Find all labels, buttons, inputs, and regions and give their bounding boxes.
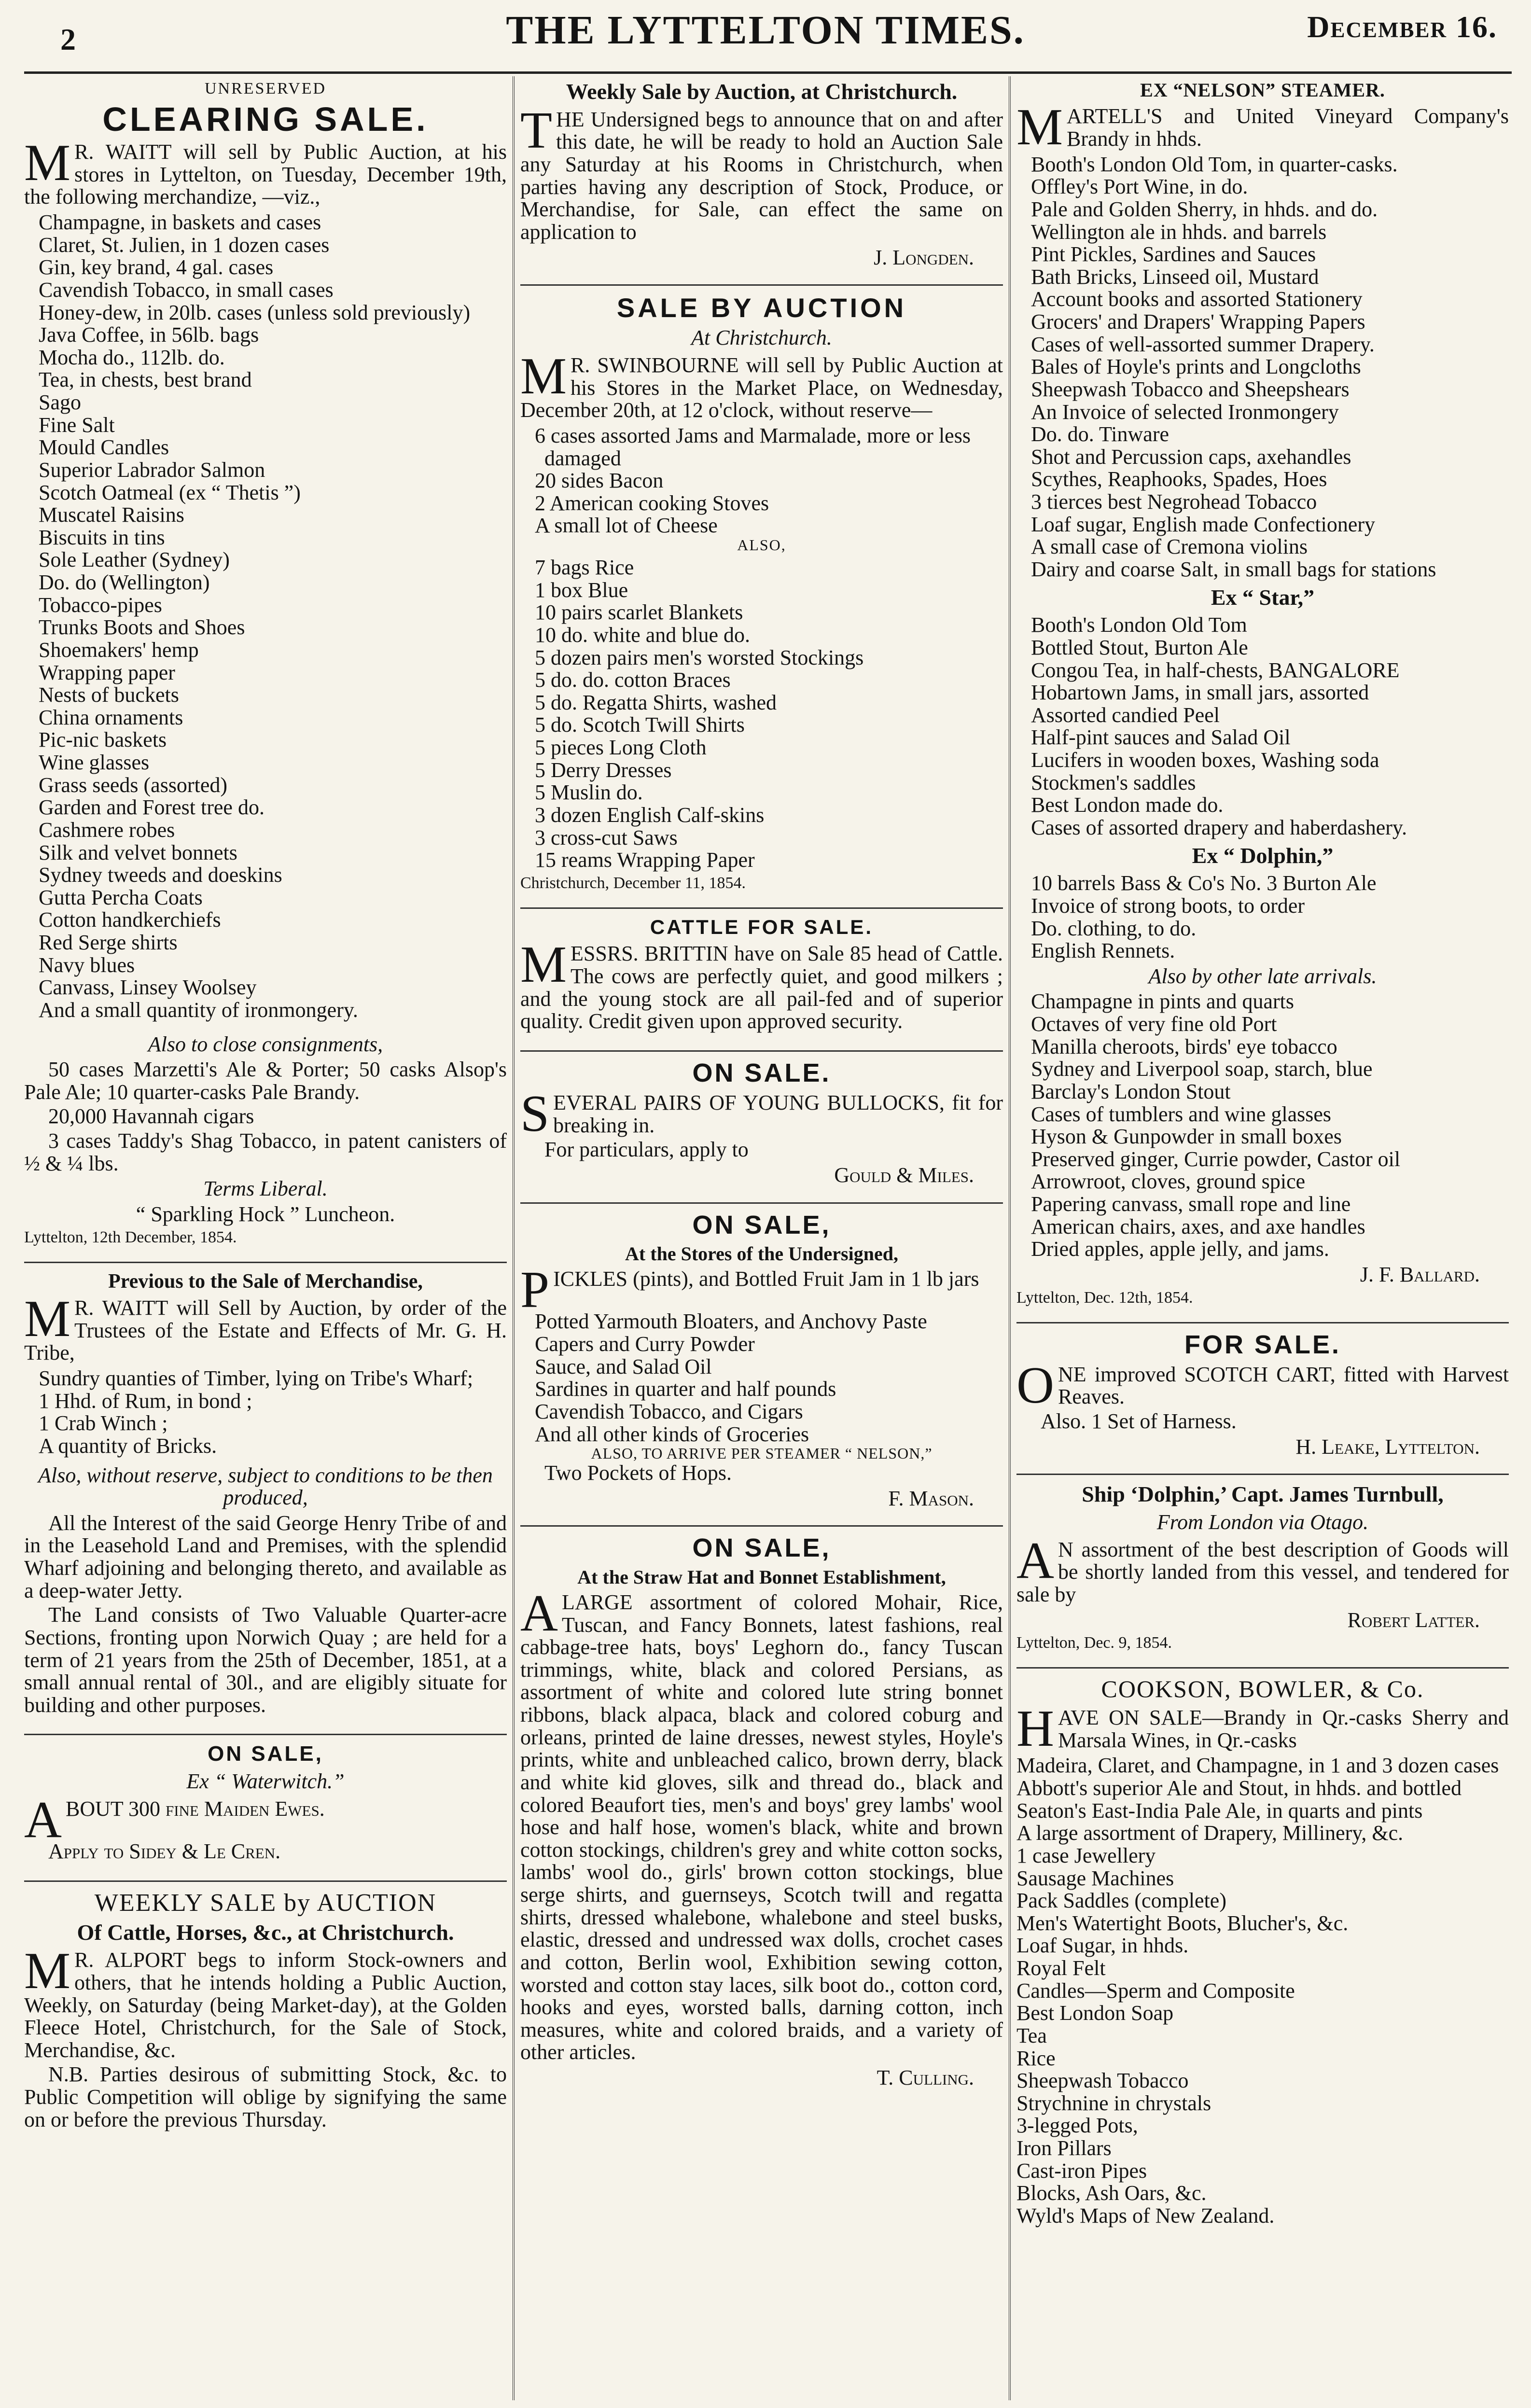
list-item: Wrapping paper	[39, 660, 175, 684]
ad-ship-dolphin	[1016, 1483, 1509, 1662]
signature: T. Culling.	[877, 2066, 974, 2090]
list-item: Do. do (Wellington)	[39, 571, 210, 595]
ad-subheading: At the Straw Hat and Bonnet Establishment,	[577, 1566, 946, 1588]
ad-text: EVERAL PAIRS OF YOUNG BULLOCKS, fit for breaking in.	[553, 1091, 1003, 1137]
list-item: An Invoice of selected Ironmongery	[1031, 400, 1339, 424]
ad-separator	[24, 1262, 507, 1263]
list-item: Pale and Golden Sherry, in hhds. and do.	[1031, 197, 1378, 221]
list-item: Offley's Port Wine, in do.	[1031, 175, 1248, 199]
list-item: Bottled Stout, Burton Ale	[1031, 635, 1248, 659]
list-item: And a small quantity of ironmongery.	[39, 998, 358, 1022]
also-label: ALSO,	[737, 536, 786, 554]
ad-heading: CLEARING SALE.	[102, 100, 429, 139]
luncheon-line: “ Sparkling Hock ” Luncheon.	[136, 1202, 395, 1226]
list-item: Rice	[1016, 2046, 1056, 2070]
ad-mason-pickles	[520, 1211, 1003, 1521]
list-item: Assorted candied Peel	[1031, 703, 1220, 727]
land-paragraph: The Land consists of Two Valuable Quarter-acre Sections, fronting upon Norwich Quay ; are held for a term of 21 years from the 25th of December, 1851, at a small annual rental of 30l., and are eligibly situate for building and other purposes.	[24, 1603, 507, 1717]
ad-subheading: At Christchurch.	[691, 326, 832, 350]
list-item: Cases of tumblers and wine glasses	[1031, 1102, 1331, 1126]
list-item: Sheepwash Tobacco	[1016, 2069, 1189, 2093]
drop-cap: A	[24, 1791, 62, 1849]
list-item: 5 Muslin do.	[535, 780, 643, 805]
ad-waitt-clearing-sale	[24, 80, 507, 1257]
list-item: 2 American cooking Stoves	[535, 491, 769, 515]
ad-subheading: Of Cattle, Horses, &c., at Christchurch.	[77, 1920, 454, 1945]
list-item: Navy blues	[39, 953, 135, 977]
grocery-list	[520, 1310, 1003, 1446]
apply-line: Apply to Sidey & Le Cren.	[48, 1839, 281, 1863]
list-item: 20 sides Bacon	[535, 469, 664, 493]
signature: J. F. Ballard.	[1360, 1262, 1480, 1286]
ad-text: R. ALPORT begs to inform Stock-owners and others, that he intends holding a Public Auction, Weekly, on Saturday (being Market-day), at the Golden Fleece Hotel, Christchurch, for the Sale of Stock, Merchandise, &c.	[24, 1948, 507, 2062]
list-item: Cavendish Tobacco, and Cigars	[535, 1399, 803, 1423]
reserve-note: Also, without reserve, subject to conditions to be then produced,	[38, 1463, 493, 1510]
ad-subheading: Ex “ Waterwitch.”	[186, 1769, 345, 1794]
drop-cap: O	[1016, 1356, 1054, 1414]
terms-line: Terms Liberal.	[203, 1177, 328, 1201]
list-item: 7 bags Rice	[535, 556, 634, 580]
ad-first-item: ICKLES (pints), and Bottled Fruit Jam in 1 lb jars	[553, 1267, 979, 1291]
hops-line: Two Pockets of Hops.	[544, 1461, 732, 1485]
list-item: Scotch Oatmeal (ex “ Thetis ”)	[39, 480, 301, 504]
ad-separator	[1016, 1322, 1509, 1323]
goods-list	[1016, 153, 1509, 581]
list-item: Canvass, Linsey Woolsey	[39, 975, 257, 1000]
list-item: 3 dozen English Calf-skins	[535, 803, 765, 827]
list-item: Blocks, Ash Oars, &c.	[1016, 2181, 1207, 2205]
ad-heading: Ship ‘Dolphin,’ Capt. James Turnbull,	[1082, 1482, 1444, 1507]
list-item: Abbott's superior Ale and Stout, in hhds. and bottled	[1016, 1776, 1462, 1800]
consignments-text: 50 cases Marzetti's Ale & Porter; 50 casks Alsop's Pale Ale; 10 quarter-casks Pale Brandy.	[24, 1058, 507, 1104]
ad-heading: ON SALE,	[692, 1210, 831, 1239]
ad-first-item: AVE ON SALE—Brandy in Qr.-casks Sherry and Marsala Wines, in Qr.-casks	[1058, 1706, 1509, 1752]
masthead	[0, 0, 1531, 68]
other-arrivals-heading: Also by other late arrivals.	[1148, 964, 1377, 988]
ad-separator	[520, 1525, 1003, 1527]
drop-cap: M	[24, 134, 71, 192]
apply-line: For particulars, apply to	[544, 1138, 749, 1162]
list-item: Grocers' and Drapers' Wrapping Papers	[1031, 310, 1365, 334]
drop-cap: A	[1016, 1531, 1054, 1589]
list-item: Cavendish Tobacco, in small cases	[39, 278, 334, 302]
list-item: And all other kinds of Groceries	[535, 1422, 809, 1446]
newspaper-title: THE LYTTELTON TIMES.	[506, 8, 1025, 53]
ad-swinbourne-auction	[520, 293, 1003, 903]
list-item: Mould Candles	[39, 435, 169, 459]
list-item: Dried apples, apple jelly, and jams.	[1031, 1237, 1329, 1261]
list-item: Tea	[1016, 2023, 1047, 2047]
ad-separator	[520, 1050, 1003, 1052]
ad-heading: FOR SALE.	[1184, 1330, 1341, 1359]
ad-first-item: ARTELL'S and United Vineyard Company's Brandy in hhds.	[1067, 104, 1509, 151]
drop-cap: H	[1016, 1700, 1054, 1758]
list-item: American chairs, axes, and axe handles	[1031, 1214, 1365, 1239]
list-item: A small lot of Cheese	[535, 514, 718, 538]
list-item: Sausage Machines	[1016, 1866, 1174, 1890]
ad-intro: R. WAITT will Sell by Auction, by order of the Trustees of the Estate and Effects of Mr. G. H. Tribe,	[24, 1296, 507, 1365]
list-item: Java Coffee, in 56lb. bags	[39, 323, 259, 347]
arrival-note: ALSO, TO ARRIVE PER STEAMER “ NELSON,”	[591, 1445, 933, 1462]
dateline: Lyttelton, Dec. 12th, 1854.	[1016, 1288, 1193, 1307]
column-2	[520, 77, 1003, 2399]
list-item: Iron Pillars	[1016, 2136, 1112, 2160]
lot-list-2	[520, 557, 1003, 872]
drop-cap: T	[520, 101, 552, 159]
list-item: Royal Felt	[1016, 1956, 1106, 1980]
harness-line: Also. 1 Set of Harness.	[1041, 1409, 1237, 1434]
column-rule	[513, 76, 515, 2400]
list-item: Claret, St. Julien, in 1 dozen cases	[39, 233, 330, 257]
ad-heading: SALE BY AUCTION	[616, 292, 907, 323]
drop-cap: S	[520, 1085, 550, 1143]
list-item: Cases of assorted drapery and haberdashery.	[1031, 815, 1407, 839]
list-item: Fine Salt	[39, 413, 115, 437]
list-item: Do. clothing, to do.	[1031, 916, 1197, 940]
issue-date: December 16.	[1307, 10, 1497, 44]
list-item: 5 pieces Long Cloth	[535, 736, 707, 760]
list-item: Sheepwash Tobacco and Sheepshears	[1031, 377, 1350, 401]
dateline: Lyttelton, 12th December, 1854.	[24, 1228, 237, 1246]
signature: J. Longden.	[874, 245, 974, 269]
list-item: Shoemakers' hemp	[39, 638, 199, 662]
merchandise-list	[24, 211, 507, 1022]
ad-intro: R. WAITT will sell by Public Auction, at his stores in Lyttelton, on Tuesday, December 19th, the following merchandize, —viz.,	[24, 140, 507, 209]
list-item: Potted Yarmouth Bloaters, and Anchovy Paste	[535, 1309, 927, 1334]
ad-subheading: From London via Otago.	[1156, 1510, 1369, 1534]
list-item: Mocha do., 112lb. do.	[39, 345, 225, 369]
list-item: 15 reams Wrapping Paper	[535, 848, 755, 872]
list-item: Manilla cheroots, birds' eye tobacco	[1031, 1034, 1337, 1058]
ad-heading: CATTLE FOR SALE.	[650, 915, 874, 938]
drop-cap: M	[24, 1942, 71, 2000]
ad-separator	[24, 1880, 507, 1882]
cigars-line: 20,000 Havannah cigars	[48, 1104, 254, 1128]
list-item: A small case of Cremona violins	[1031, 535, 1308, 559]
list-item: Octaves of very fine old Port	[1031, 1012, 1277, 1036]
ad-text: N assortment of the best description of Goods will be shortly landed from this vessel, and tendered for sale by	[1016, 1537, 1509, 1606]
list-item: 3-legged Pots,	[1016, 2114, 1138, 2138]
ad-culling-bonnets	[520, 1534, 1003, 2100]
ad-heading: COOKSON, BOWLER, & Co.	[1101, 1675, 1424, 1703]
list-item: Pint Pickles, Sardines and Sauces	[1031, 242, 1316, 266]
lot-list	[520, 425, 1003, 537]
list-item: Tea, in chests, best brand	[39, 368, 252, 392]
list-item: Sauce, and Salad Oil	[535, 1354, 712, 1378]
ad-separator	[24, 1734, 507, 1735]
list-item: Grass seeds (assorted)	[39, 773, 227, 797]
list-item: Pack Saddles (complete)	[1016, 1889, 1226, 1913]
list-item: Cases of well-assorted summer Drapery.	[1031, 332, 1375, 356]
list-item: 5 dozen pairs men's worsted Stockings	[535, 645, 864, 669]
ad-longden	[520, 80, 1003, 279]
list-item: Bales of Hoyle's prints and Longcloths	[1031, 355, 1361, 379]
page-number: 2	[60, 22, 76, 56]
ad-separator	[1016, 1667, 1509, 1669]
list-item: Muscatel Raisins	[39, 503, 184, 527]
list-item: 5 do. do. cotton Braces	[535, 668, 731, 692]
ad-heading: ON SALE,	[692, 1533, 831, 1563]
list-item: Loaf sugar, English made Confectionery	[1031, 512, 1376, 536]
list-item: Sago	[39, 390, 81, 415]
drop-cap: M	[1016, 98, 1063, 156]
list-item: Booth's London Old Tom, in quarter-casks.	[1031, 152, 1398, 176]
list-item: Arrowroot, cloves, ground spice	[1031, 1169, 1306, 1194]
ad-ex-nelson	[1016, 80, 1509, 1317]
list-item: Hobartown Jams, in small jars, assorted	[1031, 681, 1369, 705]
ad-separator	[1016, 1474, 1509, 1475]
ad-alport-weekly-sale	[24, 1890, 507, 2144]
list-item: Wellington ale in hhds. and barrels	[1031, 220, 1327, 244]
list-item: 1 Crab Winch ;	[39, 1411, 168, 1435]
list-item: Champagne in pints and quarts	[1031, 989, 1294, 1014]
list-item: Wine glasses	[39, 751, 150, 775]
drop-cap: M	[24, 1290, 71, 1348]
list-item: 5 do. Scotch Twill Shirts	[535, 713, 745, 737]
list-item: Stockmen's saddles	[1031, 770, 1196, 794]
ad-heading: Previous to the Sale of Merchandise,	[108, 1270, 423, 1293]
list-item: Biscuits in tins	[39, 525, 165, 549]
ad-cookson-bowler	[1016, 1676, 1509, 2238]
list-item: 1 case Jewellery	[1016, 1843, 1156, 1867]
list-item: Gin, key brand, 4 gal. cases	[39, 255, 274, 279]
list-item: Scythes, Reaphooks, Spades, Hoes	[1031, 467, 1327, 491]
list-item: A large assortment of Drapery, Millinery, &c.	[1016, 1821, 1404, 1845]
list-item: English Rennets.	[1031, 939, 1175, 963]
list-item: Cotton handkerchiefs	[39, 908, 221, 932]
drop-cap: A	[520, 1584, 558, 1642]
tobacco-line: 3 cases Taddy's Shag Tobacco, in patent canisters of ½ & ¼ lbs.	[24, 1129, 507, 1175]
list-item: Madeira, Claret, and Champagne, in 1 and 3 dozen cases	[1016, 1754, 1499, 1778]
list-item: Trunks Boots and Shoes	[39, 615, 245, 640]
ad-heading: EX “NELSON” STEAMER.	[1140, 79, 1385, 101]
list-item: Shot and Percussion caps, axehandles	[1031, 445, 1351, 469]
list-item: Garden and Forest tree do.	[39, 795, 264, 820]
list-item: Cashmere robes	[39, 818, 175, 842]
ad-label: UNRESERVED	[204, 80, 327, 97]
ad-heading: Weekly Sale by Auction, at Christchurch.	[566, 79, 958, 104]
list-item: Loaf Sugar, in hhds.	[1016, 1934, 1189, 1958]
list-item: Best London Soap	[1016, 2001, 1174, 2025]
ad-heading: ON SALE.	[692, 1058, 831, 1087]
list-item: Half-pint sauces and Salad Oil	[1031, 725, 1291, 750]
ad-separator	[520, 284, 1003, 286]
dateline: Lyttelton, Dec. 9, 1854.	[1016, 1634, 1172, 1652]
list-item: Sardines in quarter and half pounds	[535, 1377, 836, 1401]
ship-heading: Ex “ Dolphin,”	[1192, 843, 1334, 868]
ad-scotch-cart	[1016, 1331, 1509, 1469]
list-item: Nests of buckets	[39, 683, 179, 707]
ad-text: HE Undersigned begs to announce that on and after this date, he will be ready to hold an Auction Sale any Saturday at his Rooms in Christchurch, when parties having any description of Stock, Produce, or Merchandise, for Sale, can effect the same on application to	[520, 107, 1003, 244]
list-item: Red Serge shirts	[39, 931, 178, 955]
ad-separator	[520, 1202, 1003, 1204]
list-item: Congou Tea, in half-chests, BANGALORE	[1031, 658, 1400, 682]
list-item: 3 cross-cut Saws	[535, 825, 678, 849]
list-item: Seaton's East-India Pale Ale, in quarts and pints	[1016, 1798, 1423, 1823]
list-item: Men's Watertight Boots, Blucher's, &c.	[1016, 1911, 1349, 1935]
ad-text: LARGE assortment of colored Mohair, Rice, Tuscan, and Fancy Bonnets, latest fashions, real cabbage-tree hats, boys' Leghorn do., fancy Tuscan trimmings, white, black and colored Persians, as assortment of white and colored lute string bonnet ribbons, black alpaca, black and colored coburg and orleans, printed de laine dresses, newest styles, Hoyle's prints, white and unbleached calico, brown derry, black and white kid gloves, silk and thread do., black and colored Beaufort ties, men's and boys' grey lambs' wool hose and half hose, women's black, white and brown cotton stockings, children's grey and white cotton socks, lambs' wool do., girls' brown cotton stockings, blue serge shirts, and guernseys, Scotch twill and regatta shirts, dressed whalebone, whalebone and steel busks, elastic, dressed and undressed wax dolls, crochet cases and cotton, Berlin wool, Exhibition sewing cotton, worsted and cotton stay laces, silk boot do., cotton cord, hooks and eyes, worsted balls, darning cotton, inch measures, white and colored braids, and a variety of other articles.	[520, 1590, 1003, 2064]
ad-tribe-estate	[24, 1271, 507, 1729]
drop-cap: M	[520, 348, 567, 405]
list-item: 6 cases assorted Jams and Marmalade, more or less damaged	[535, 423, 971, 470]
masthead-rule	[24, 71, 1512, 74]
list-item: 1 Hhd. of Rum, in bond ;	[39, 1389, 252, 1413]
list-item: Do. do. Tinware	[1031, 422, 1169, 446]
signature: F. Mason.	[888, 1486, 974, 1510]
list-item: Sole Leather (Sydney)	[39, 548, 230, 572]
list-item: Gutta Percha Coats	[39, 885, 203, 909]
list-item: Silk and velvet bonnets	[39, 840, 237, 864]
lease-paragraph: All the Interest of the said George Henry Tribe of and in the Leasehold Land and Premises, with the splendid Wharf adjoining and belonging thereto, and available as a deep-water Jetty.	[24, 1511, 507, 1602]
drop-cap: M	[520, 936, 567, 994]
ad-maiden-ewes	[24, 1743, 507, 1875]
list-item: Superior Labrador Salmon	[39, 458, 265, 482]
dolphin-goods-list	[1016, 872, 1509, 962]
goods-list	[1016, 1754, 1509, 2227]
ad-text: NE improved SCOTCH CART, fitted with Harvest Reaves.	[1058, 1362, 1509, 1409]
list-item: Tobacco-pipes	[39, 593, 162, 617]
nb-note: N.B. Parties desirous of submitting Stock, &c. to Public Competition will oblige by signifying the same on or before the previous Thursday.	[24, 2062, 507, 2131]
list-item: Preserved ginger, Currie powder, Castor oil	[1031, 1147, 1401, 1171]
signature: H. Leake, Lyttelton.	[1295, 1434, 1480, 1459]
dateline: Christchurch, December 11, 1854.	[520, 874, 746, 892]
list-item: Barclay's London Stout	[1031, 1079, 1231, 1103]
list-item: Account books and assorted Stationery	[1031, 287, 1363, 311]
list-item: Champagne, in baskets and cases	[39, 210, 321, 235]
consignments-heading: Also to close consignments,	[148, 1032, 383, 1056]
ad-separator	[520, 907, 1003, 909]
list-item: Lucifers in wooden boxes, Washing soda	[1031, 748, 1379, 772]
ad-young-bullocks	[520, 1059, 1003, 1197]
ad-subheading: At the Stores of the Undersigned,	[625, 1242, 898, 1265]
list-item: Sydney and Liverpool soap, starch, blue	[1031, 1057, 1373, 1081]
ad-cattle-for-sale	[520, 917, 1003, 1045]
list-item: Cast-iron Pipes	[1016, 2158, 1147, 2183]
list-item: Invoice of strong boots, to order	[1031, 893, 1305, 918]
list-item: Booth's London Old Tom	[1031, 613, 1247, 637]
ad-text: ESSRS. BRITTIN have on Sale 85 head of Cattle. The cows are perfectly quiet, and good milkers ; and the young stock are all pail-fed and of superior quality. Credit given upon approved security.	[520, 942, 1003, 1033]
list-item: 5 do. Regatta Shirts, washed	[535, 690, 777, 714]
list-item: 10 pairs scarlet Blankets	[535, 600, 743, 625]
column-rule	[1009, 76, 1011, 2400]
ad-heading: ON SALE,	[208, 1742, 323, 1766]
ad-heading: WEEKLY SALE by AUCTION	[94, 1889, 437, 1917]
list-item: Strychnine in chrystals	[1016, 2091, 1211, 2115]
column-3	[1016, 77, 1509, 2399]
drop-cap: P	[520, 1261, 550, 1319]
ad-text: BOUT 300 fine Maiden Ewes.	[66, 1796, 325, 1821]
list-item: Wyld's Maps of New Zealand.	[1016, 2203, 1275, 2227]
lot-list	[24, 1367, 507, 1458]
list-item: Sundry quanties of Timber, lying on Tribe's Wharf;	[39, 1366, 473, 1391]
list-item: Capers and Curry Powder	[535, 1332, 755, 1356]
signature: Gould & Miles.	[834, 1163, 974, 1187]
signature: Robert Latter.	[1347, 1608, 1480, 1632]
column-1	[24, 77, 507, 2399]
list-item: 5 Derry Dresses	[535, 758, 672, 782]
list-item: A quantity of Bricks.	[39, 1434, 217, 1458]
list-item: 10 barrels Bass & Co's No. 3 Burton Ale	[1031, 871, 1377, 895]
list-item: Pic-nic baskets	[39, 728, 167, 752]
list-item: Bath Bricks, Linseed oil, Mustard	[1031, 264, 1319, 289]
list-item: China ornaments	[39, 705, 183, 729]
list-item: 1 box Blue	[535, 578, 628, 602]
list-item: Best London made do.	[1031, 793, 1224, 817]
list-item: 3 tierces best Negrohead Tobacco	[1031, 490, 1317, 514]
star-goods-list	[1016, 614, 1509, 839]
ad-intro: R. SWINBOURNE will sell by Public Auction at his Stores in the Market Place, on Wednesday, December 20th, at 12 o'clock, without reserve—	[520, 353, 1003, 422]
list-item: Sydney tweeds and doeskins	[39, 863, 282, 887]
list-item: Honey-dew, in 20lb. cases (unless sold previously)	[39, 300, 471, 324]
list-item: Dairy and coarse Salt, in small bags for stations	[1031, 557, 1436, 581]
list-item: Candles—Sperm and Composite	[1016, 1978, 1295, 2003]
list-item: Hyson & Gunpowder in small boxes	[1031, 1125, 1342, 1149]
list-item: 10 do. white and blue do.	[535, 623, 751, 647]
other-goods-list	[1016, 990, 1509, 1261]
ship-heading: Ex “ Star,”	[1211, 585, 1315, 610]
list-item: Papering canvass, small rope and line	[1031, 1192, 1351, 1216]
